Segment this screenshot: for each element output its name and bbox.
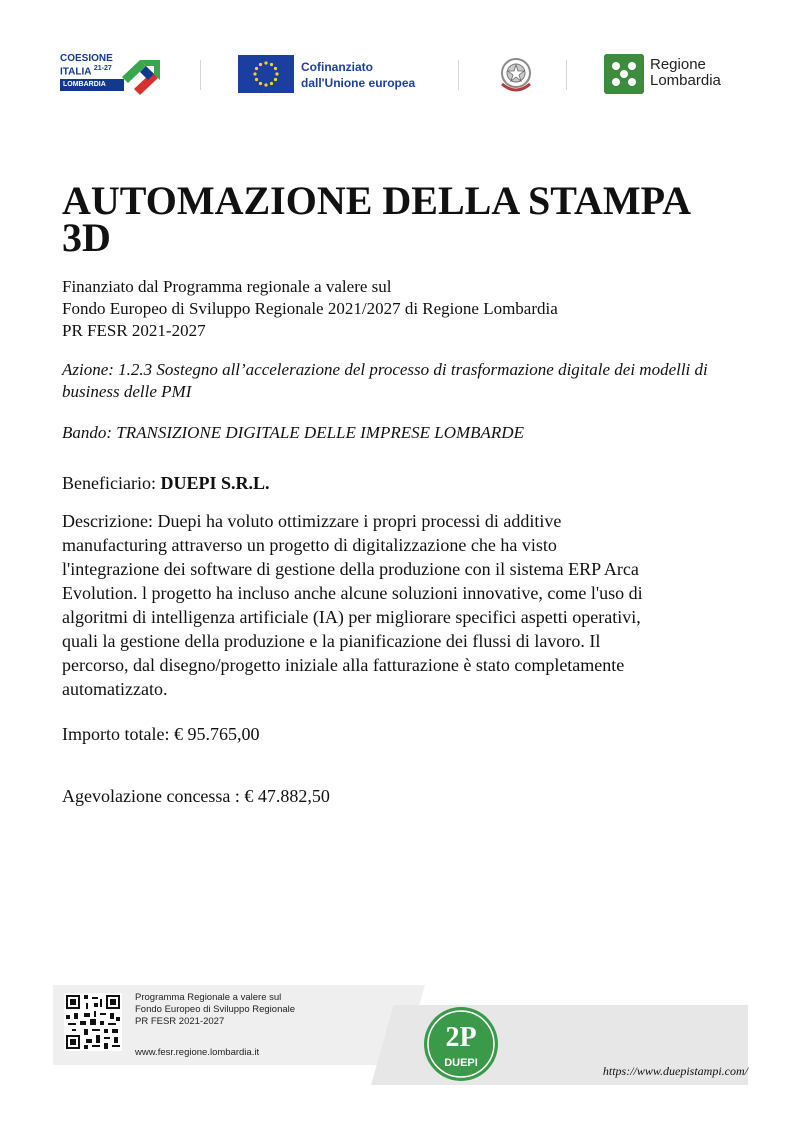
coesione-band: LOMBARDIA — [60, 79, 124, 91]
coesione-text — [60, 54, 126, 77]
divider — [566, 60, 567, 90]
footer-program-line: PR FESR 2021-2027 — [135, 1016, 225, 1027]
duepi-mark-text: 2P — [445, 1022, 477, 1053]
footer-program-line: Fondo Europeo di Sviluppo Regionale — [135, 1004, 296, 1015]
descrizione-line: percorso, dal disegno/progetto iniziale alla fatturazione è stato completamente — [62, 655, 625, 675]
lombardia-line2: Lombardia — [650, 72, 721, 89]
beneficiario-name: DUEPI S.R.L. — [160, 473, 270, 493]
coesione-line2: ITALIA $^{21-27}$ — [60, 65, 112, 78]
descrizione-line: l'integrazione dei software di gestione della produzione con il sistema ERP Arca — [62, 559, 639, 579]
eu-flag-icon — [238, 55, 294, 93]
eu-cofinanced-logo — [238, 55, 438, 95]
italian-republic-emblem-icon — [496, 54, 536, 96]
beneficiario — [62, 471, 752, 495]
azione-text: Azione: 1.2.3 Sostegno all’accelerazione del processo di trasformazione digitale dei modelli di business delle PMI — [62, 360, 708, 401]
descrizione-line: algoritmi di intelligenza artificiale (IA) per migliorare specifici aspetti operativi, — [62, 607, 641, 627]
descrizione-line: Descrizione: Duepi ha voluto ottimizzare i propri processi di additive — [62, 511, 562, 531]
lombardia-line1: Regione — [650, 56, 706, 73]
coesione-line1: COESIONE — [60, 53, 113, 64]
funding-line: PR FESR 2021-2027 — [62, 321, 206, 340]
website-link[interactable]: https://www.duepistampi.com/ — [602, 1064, 748, 1078]
duepi-logo-icon — [423, 1006, 499, 1082]
descrizione-line: manufacturing attraverso un progetto di digitalizzazione che ha visto — [62, 535, 557, 555]
lombardia-rose-icon — [604, 54, 644, 94]
descrizione-line: quali la gestione della produzione e la pianificazione dei flussi di lavoro. Il — [62, 631, 601, 651]
footer — [53, 985, 748, 1085]
bando-text: Bando: TRANSIZIONE DIGITALE DELLE IMPRESE LOMBARDE — [62, 423, 524, 442]
importo-totale: Importo totale: € 95.765,00 — [62, 724, 260, 744]
duepi-logo-text: DUEPI — [444, 1057, 478, 1069]
coesione-mark-icon — [120, 57, 164, 95]
eu-text — [301, 59, 415, 91]
header-logos — [60, 52, 750, 100]
funding-info — [62, 276, 752, 342]
descrizione-line: Evolution. l progetto ha incluso anche alcune soluzioni innovative, come l'uso di — [62, 583, 643, 603]
eu-line1: Cofinanziato — [301, 60, 373, 74]
footer-program-line: Programma Regionale a valere sul — [135, 992, 282, 1003]
page-title: AUTOMAZIONE DELLA STAMPA 3D — [62, 178, 689, 260]
qr-code-icon[interactable] — [64, 993, 122, 1051]
regione-lombardia-logo — [604, 54, 750, 96]
descrizione — [62, 509, 752, 701]
divider — [458, 60, 459, 90]
funding-line: Finanziato dal Programma regionale a valere sul — [62, 277, 392, 296]
eu-line2: dall'Unione europea — [301, 76, 416, 90]
descrizione-line: automatizzato. — [62, 679, 168, 699]
divider — [200, 60, 201, 90]
funding-line: Fondo Europeo di Sviluppo Regionale 2021/2027 di Regione Lombardia — [62, 299, 558, 318]
coesione-italia-logo — [60, 54, 164, 96]
lombardia-text — [650, 57, 721, 89]
fesr-link[interactable]: www.fesr.regione.lombardia.it — [135, 1047, 260, 1058]
agevolazione-concessa: Agevolazione concessa : € 47.882,50 — [62, 786, 330, 806]
footer-program-text — [135, 992, 295, 1028]
beneficiario-label: Beneficiario: — [62, 473, 156, 493]
